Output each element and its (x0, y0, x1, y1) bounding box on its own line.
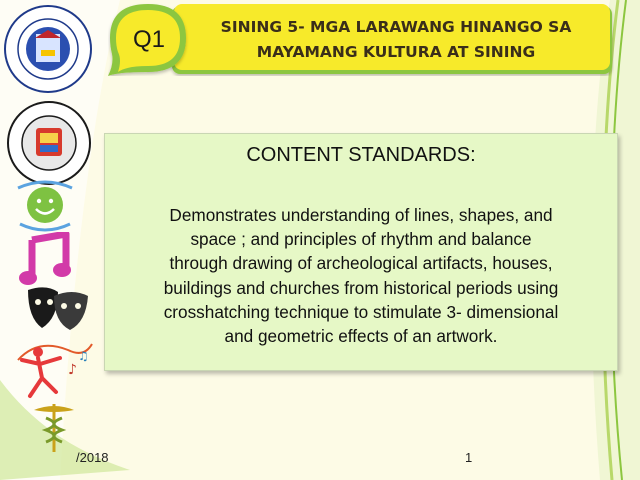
title-line-2: MAYAMANG KULTURA AT SINING (256, 43, 536, 61)
deped-seal-icon (3, 4, 93, 94)
logo-column (0, 0, 105, 480)
body-line: Demonstrates understanding of lines, shapes, and (169, 205, 553, 225)
caduceus-icon (30, 400, 78, 454)
slide-title (190, 12, 602, 68)
card-body (111, 203, 611, 348)
quarter-badge (108, 3, 190, 77)
quarter-label: Q1 (132, 26, 165, 53)
page-number: 1 (465, 450, 473, 465)
content-standards-card (104, 133, 618, 371)
body-line: buildings and churches from historical periods using (163, 277, 559, 298)
title-line-1: SINING 5- MGA LARAWANG HINANGO SA (220, 18, 572, 36)
happy-smiley-icon (14, 178, 76, 232)
division-seal-icon (6, 100, 92, 186)
body-line: through drawing of archeological artifacts, houses, (169, 253, 553, 274)
card-heading: CONTENT STANDARDS: (246, 144, 476, 166)
dancer-music-icon (8, 330, 94, 400)
svg-text:♫: ♫ (78, 349, 89, 363)
footer-date: /2018 (76, 450, 109, 465)
svg-text:♪: ♪ (68, 362, 77, 378)
theater-masks-icon (24, 284, 92, 334)
music-note-icon (18, 232, 78, 288)
body-line: crosshatching technique to stimulate 3- dimensional (163, 301, 559, 322)
body-line: space ; and principles of rhythm and balance (190, 229, 532, 250)
body-line: and geometric effects of an artwork. (224, 326, 498, 347)
